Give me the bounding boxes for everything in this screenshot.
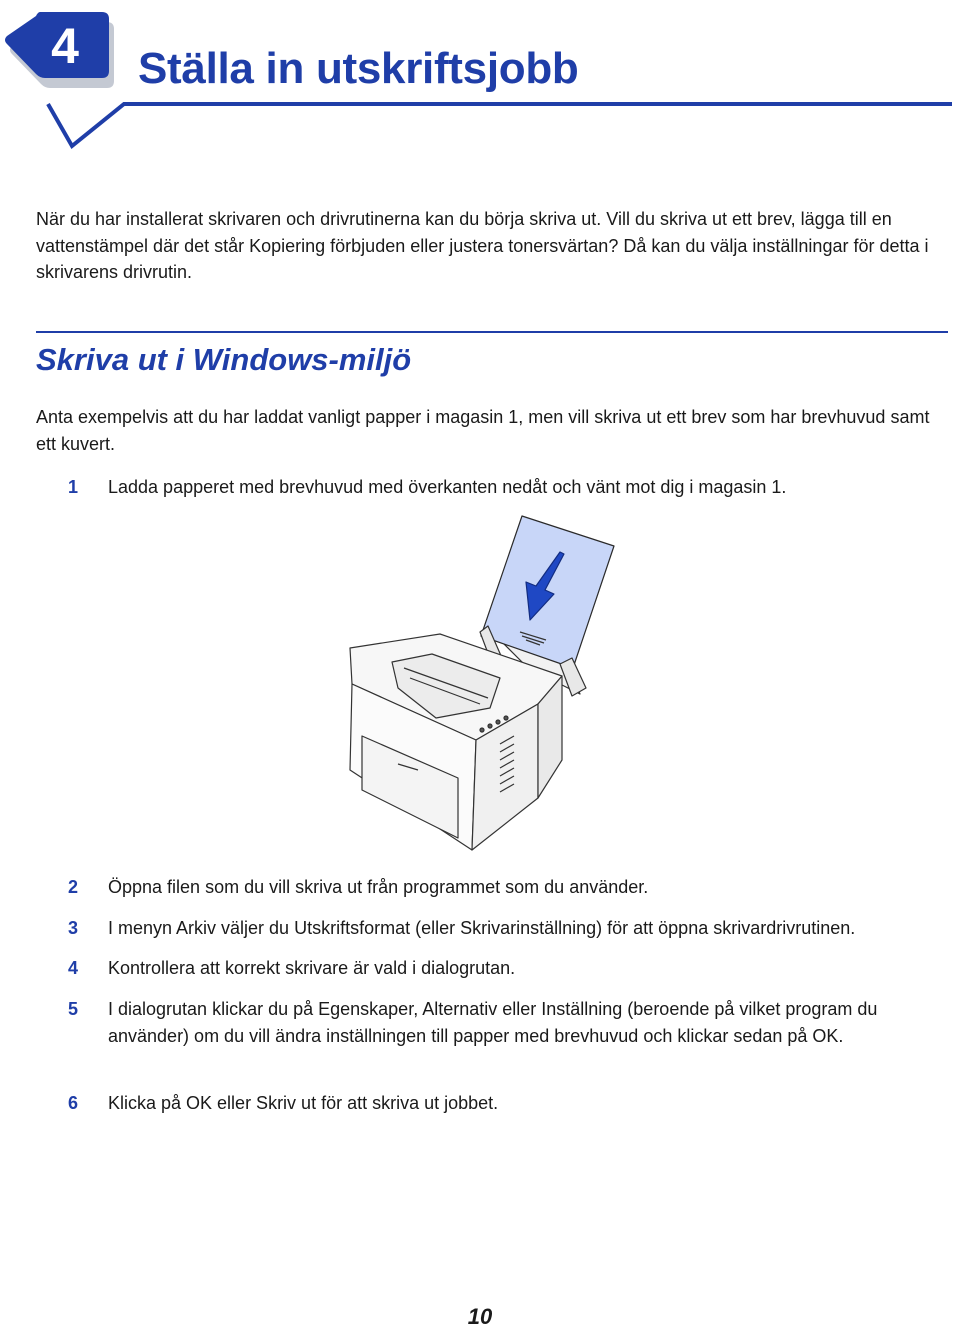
step-item-3 [68,915,950,942]
chapter-number: 4 [51,18,79,74]
step-number: 4 [68,958,79,978]
step-number: 2 [68,877,79,897]
step-number: 3 [68,918,79,938]
step-text: Klicka på OK eller Skriv ut för att skriva ut jobbet. [108,1093,499,1113]
step-item-5 [68,996,950,1049]
step-number: 5 [68,999,79,1019]
step-text: I menyn Arkiv väljer du Utskriftsformat (eller Skrivarinställning) för att öppna skrivardrivrutinen. [108,918,856,938]
step-number: 6 [68,1093,79,1113]
step-item-4 [68,955,950,982]
step-text: I dialogrutan klickar du på Egenskaper, Alternativ eller Inställning (beroende på vilket program du använder) om du vill ändra inställningen till papper med brevhuvud och klickar sedan på OK. [108,999,878,1046]
section-title: Skriva ut i Windows-miljö [36,342,412,377]
chapter-rule [48,104,952,146]
step-item-2 [68,874,950,901]
printer-loading-paper-icon [340,508,640,854]
step-text: Kontrollera att korrekt skrivare är vald i dialogrutan. [108,958,516,978]
step-number: 1 [68,477,79,497]
step-item-1 [68,474,950,501]
step-text: Ladda papperet med brevhuvud med överkanten nedåt och vänt mot dig i magasin 1. [108,477,787,497]
section-intro-paragraph: Anta exempelvis att du har laddat vanligt papper i magasin 1, men vill skriva ut ett brev som har brevhuvud samt ett kuvert. [36,407,930,454]
intro-paragraph: När du har installerat skrivaren och drivrutinerna kan du börja skriva ut. Vill du skriva ut ett brev, lägga till en vattenstämpel där det står Kopiering förbjuden eller justera tonersvärtan? Då kan du välja inställningar för detta i skrivarens drivrutin. [36,209,929,282]
step-item-6 [68,1090,950,1117]
step-text: Öppna filen som du vill skriva ut från programmet som du använder. [108,877,649,897]
page-number: 10 [467,1304,493,1329]
section-divider [36,331,948,333]
page-title: Ställa in utskriftsjobb [138,44,579,93]
